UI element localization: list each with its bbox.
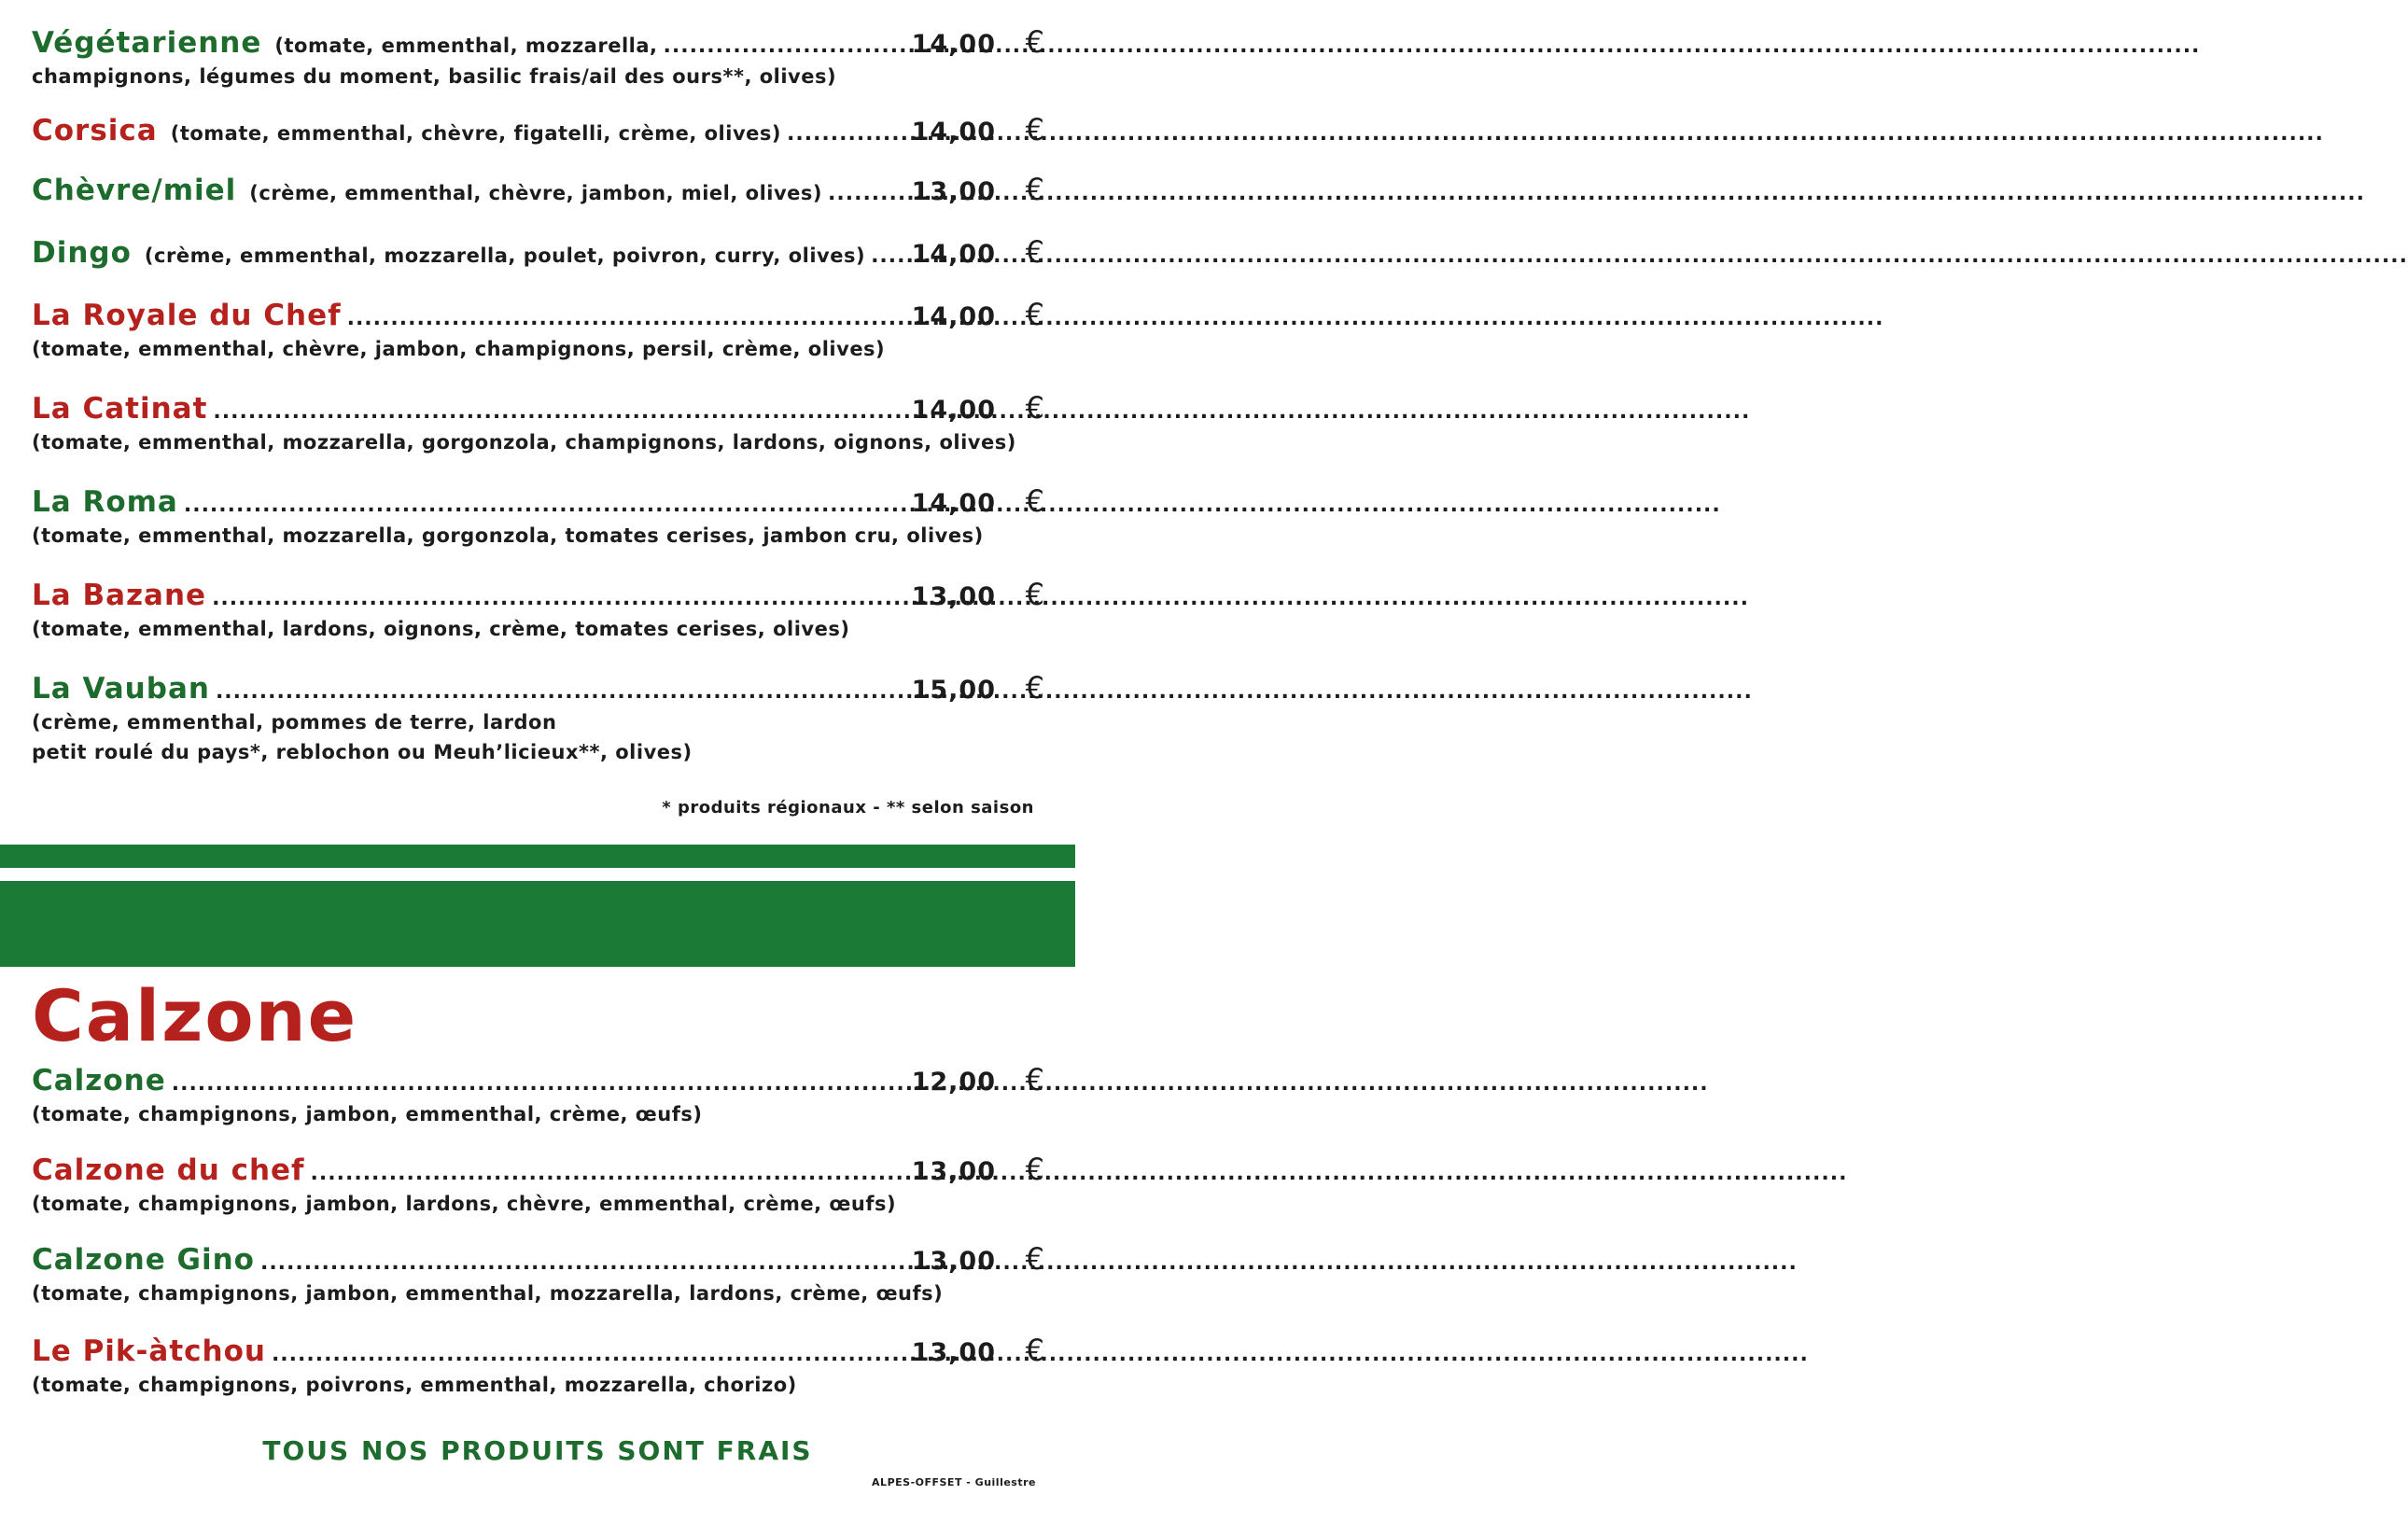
euro-symbol: € — [1025, 234, 1044, 270]
item-ingredients: (tomate, champignons, jambon, emmenthal, mozzarella, lardons, crème, œufs) — [32, 1282, 944, 1305]
euro-symbol: € — [1025, 670, 1044, 706]
euro-symbol: € — [1025, 297, 1044, 332]
leader-dots — [787, 122, 910, 146]
menu-item-la-royale-du-chef — [32, 297, 1044, 364]
menu-item-la-roma — [32, 483, 1044, 551]
euro-symbol: € — [1025, 1333, 1044, 1368]
leader-dots — [311, 1162, 910, 1185]
green-band-thick — [0, 881, 1075, 967]
green-band-thin — [0, 845, 1075, 868]
leader-dots — [828, 182, 910, 205]
menu-item-dingo — [32, 234, 1044, 272]
leader-dots — [260, 1251, 910, 1275]
item-price: 14,00 — [911, 489, 996, 518]
menu-item-chevre-miel — [32, 172, 1044, 209]
menu-item-calzone — [32, 1062, 1044, 1129]
item-name: Calzone du chef — [32, 1153, 305, 1187]
item-name: La Roma — [32, 485, 178, 519]
item-name: Végétarienne — [32, 26, 262, 60]
euro-symbol: € — [1025, 483, 1044, 519]
menu-item-la-vauban — [32, 670, 1044, 767]
item-name: Chèvre/miel — [32, 174, 237, 207]
euro-symbol: € — [1025, 1152, 1044, 1187]
item-ingredients: (tomate, emmenthal, chèvre, figatelli, crème, olives) — [170, 122, 781, 145]
item-price: 13,00 — [911, 1247, 996, 1276]
footer-slogan: TOUS NOS PRODUITS SONT FRAIS — [262, 1435, 813, 1466]
euro-symbol: € — [1025, 1062, 1044, 1097]
euro-symbol: € — [1025, 577, 1044, 612]
item-ingredients: (crème, emmenthal, pommes de terre, lardon — [32, 711, 557, 734]
item-name: La Catinat — [32, 392, 208, 426]
leader-dots — [184, 494, 910, 517]
item-price: 13,00 — [911, 177, 996, 206]
item-ingredients-continued: petit roulé du pays*, reblochon ou Meuh’licieux**, olives) — [32, 741, 693, 763]
leader-dots — [172, 1072, 910, 1096]
item-price: 12,00 — [911, 1068, 996, 1097]
item-price: 14,00 — [911, 118, 996, 147]
euro-symbol: € — [1025, 24, 1044, 60]
item-name: Calzone — [32, 1064, 166, 1097]
leader-dots — [212, 587, 910, 610]
menu-item-le-pik-atchou — [32, 1333, 1044, 1400]
menu-item-calzone-du-chef — [32, 1152, 1044, 1219]
item-price: 13,00 — [911, 1157, 996, 1186]
leader-dots — [347, 307, 910, 330]
leader-dots — [213, 400, 909, 424]
item-price: 14,00 — [911, 30, 996, 59]
menu-item-corsica — [32, 112, 1044, 149]
item-ingredients: (tomate, emmenthal, mozzarella, gorgonzola, champignons, lardons, oignons, olives) — [32, 431, 1016, 454]
item-price: 14,00 — [911, 240, 996, 269]
item-price: 13,00 — [911, 1338, 996, 1367]
item-ingredients: (tomate, emmenthal, mozzarella, — [274, 35, 658, 57]
item-ingredients: (crème, emmenthal, mozzarella, poulet, poivron, curry, olives) — [144, 245, 866, 267]
item-ingredients: (tomate, emmenthal, mozzarella, gorgonzola, tomates cerises, jambon cru, olives) — [32, 524, 984, 547]
leader-dots — [664, 35, 910, 58]
menu-item-la-catinat — [32, 390, 1044, 457]
item-name: Calzone Gino — [32, 1243, 255, 1277]
euro-symbol: € — [1025, 172, 1044, 207]
leader-dots — [871, 245, 910, 268]
euro-symbol: € — [1025, 390, 1044, 426]
item-price: 15,00 — [911, 676, 996, 705]
leader-dots — [272, 1343, 910, 1366]
item-name: La Bazane — [32, 579, 207, 612]
item-price: 13,00 — [911, 582, 996, 611]
item-ingredients: (tomate, emmenthal, lardons, oignons, crème, tomates cerises, olives) — [32, 618, 850, 640]
menu-item-la-bazane — [32, 577, 1044, 644]
menu-item-vegetarienne — [32, 24, 1044, 91]
section-title-calzone: Calzone — [32, 974, 358, 1057]
footnote: * produits régionaux - ** selon saison — [662, 798, 1034, 817]
item-ingredients: (tomate, emmenthal, chèvre, jambon, champignons, persil, crème, olives) — [32, 338, 886, 360]
menu-page — [0, 0, 1075, 1523]
item-name: La Vauban — [32, 672, 210, 706]
item-name: Dingo — [32, 236, 132, 270]
printer-credit: ALPES-OFFSET - Guillestre — [872, 1476, 1036, 1488]
item-price: 14,00 — [911, 396, 996, 425]
item-ingredients: (crème, emmenthal, chèvre, jambon, miel, olives) — [249, 182, 823, 204]
menu-item-calzone-gino — [32, 1241, 1044, 1308]
euro-symbol: € — [1025, 112, 1044, 147]
item-ingredients: (tomate, champignons, jambon, emmenthal, crème, œufs) — [32, 1103, 703, 1125]
item-name: Le Pik-àtchou — [32, 1334, 266, 1368]
leader-dots — [216, 680, 910, 704]
item-price: 14,00 — [911, 302, 996, 331]
item-name: Corsica — [32, 114, 158, 147]
euro-symbol: € — [1025, 1241, 1044, 1277]
item-ingredients: (tomate, champignons, jambon, lardons, chèvre, emmenthal, crème, œufs) — [32, 1193, 897, 1215]
item-name: La Royale du Chef — [32, 299, 342, 332]
item-ingredients: (tomate, champignons, poivrons, emmenthal, mozzarella, chorizo) — [32, 1374, 797, 1396]
item-ingredients-continued: champignons, légumes du moment, basilic frais/ail des ours**, olives) — [32, 65, 837, 88]
